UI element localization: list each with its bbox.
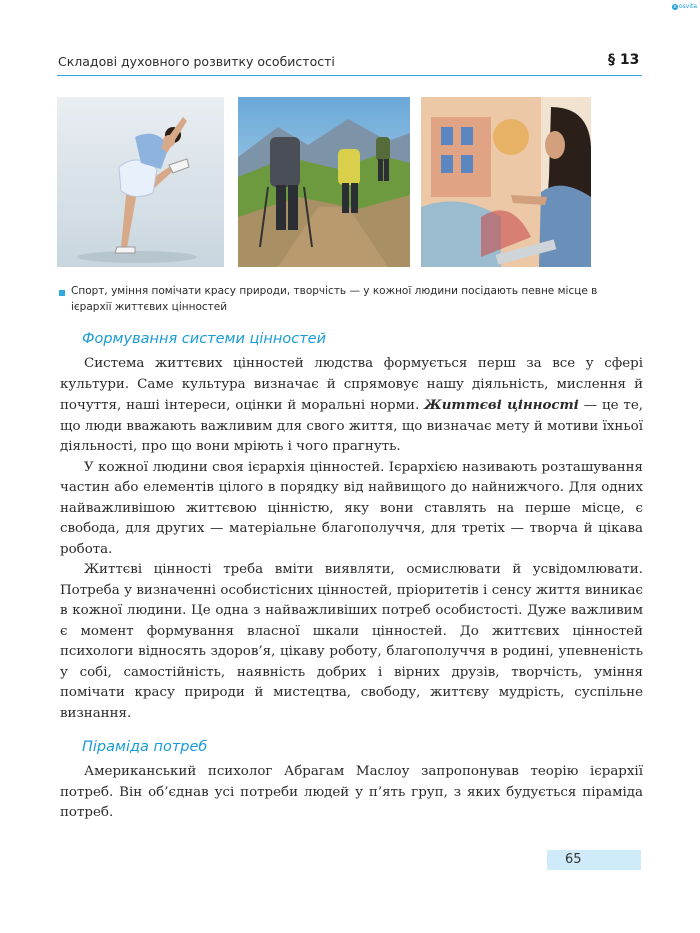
publisher-logo: e osvita xyxy=(673,3,698,10)
body-section-pyramid xyxy=(60,762,643,824)
heading-needs-pyramid: Піраміда потреб xyxy=(82,739,208,755)
e-letter-icon: e xyxy=(673,3,677,10)
header-divider xyxy=(57,75,642,76)
term-life-values: Життєві цінності xyxy=(424,397,579,413)
page-number-bar xyxy=(547,850,641,870)
photo-girl-painting xyxy=(421,97,591,267)
body-section-values xyxy=(60,354,643,724)
running-header-title: Складові духовного розвитку особистості xyxy=(58,54,335,69)
paragraph: Система життєвих цінностей людства формується перш за все у сфері культури. Саме культура визначає й спрямовує нашу діяльність, мислення й почуття, наші інтереси, оцінки й моральні норми. Життєві цінності — це те, що люди вважають важливим для свого життя, що визначає мету й мотиви їхньої діяльності, про що вони мріють і чого прагнуть. xyxy=(60,356,643,454)
section-number: § 13 xyxy=(608,52,640,68)
paragraph: Життєві цінності треба вміти виявляти, осмислювати й усвідомлювати. Потреба у визначенні особистісних цінностей, пріоритетів і сенсу життя виникає в кожної людини. Це одна з найважливіших потреб особистості. Дуже важливим є момент формування власної шкали цінностей. До життєвих цінностей психологи відносять здоров’я, цікаву роботу, благополуччя в родині, упевненість у собі, самостійність, наявність добрих і вірних друзів, творчість, уміння помічати красу природи й мистецтва, свободу, життєву мудрість, суспільне визнання. xyxy=(60,562,643,721)
page-number: 65 xyxy=(565,852,582,867)
caption-bullet xyxy=(59,290,65,296)
paragraph: Американський психолог Абрагам Маслоу запропонував теорію ієрархії потреб. Він об’єднав усі потреби людей у п’ять груп, з яких будується піраміда потреб. xyxy=(60,764,643,820)
paragraph: У кожної людини своя ієрархія цінностей. Ієрархією називають розташування частин або елементів цілого в порядку від найвищого до найнижчого. Для одних найважливішою життєвою цінністю, яку вони ставлять на перше місце, є свобода, для других — матеріальне благополуччя, для третіх — творча й цікава робота. xyxy=(60,459,643,557)
photo-hikers-mountains xyxy=(238,97,410,267)
figure-caption: Спорт, уміння помічати красу природи, творчість — у кожної людини посідають певне місце в ієрархії життєвих цінностей xyxy=(71,285,598,313)
heading-values-system: Формування системи цінностей xyxy=(82,331,327,347)
photo-figure-skater xyxy=(57,97,224,267)
